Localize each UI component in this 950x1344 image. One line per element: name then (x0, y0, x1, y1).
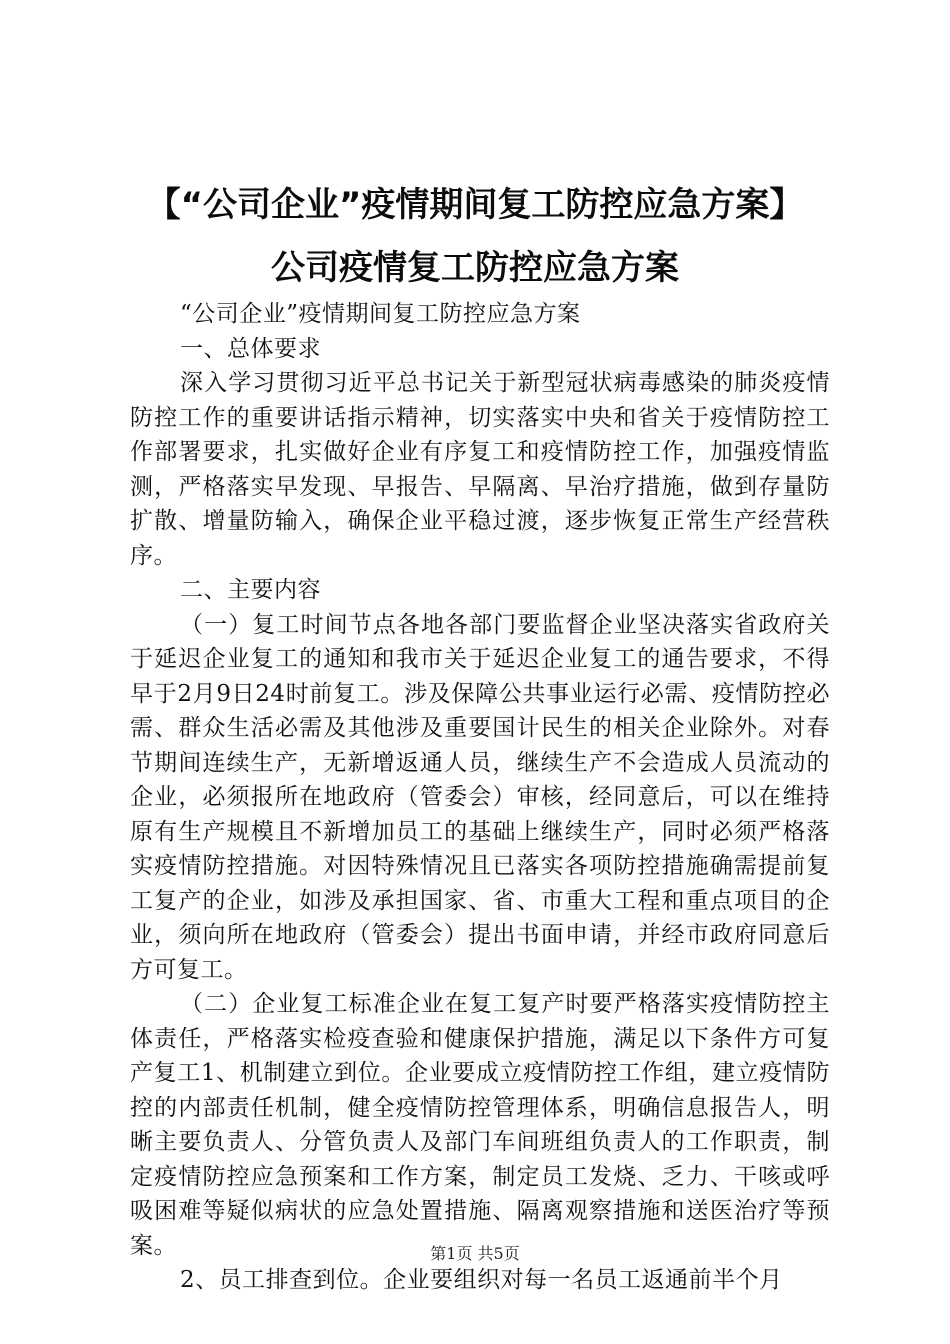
section-heading-main-content: 二、主要内容 (180, 577, 321, 603)
paragraph-resumption-time: （一）复工时间节点各地各部门要监督企业坚决落实省政府关于延迟企业复工的通知和我市关于延迟企业复工的通告要求，不得早于2月9日24时前复工。涉及保障公共事业运行必需、疫情防控必需、群众生活必需及其他涉及重要国计民生的相关企业除外。对春节期间连续生产，无新增返通人员，继续生产不会造成人员流动的企业，必须报所在地政府（管委会）审核，经同意后，可以在维持原有生产规模且不新增加员工的基础上继续生产，同时必须严格落实疫情防控措施。对因特殊情况且已落实各项防控措施确需提前复工复产的企业，如涉及承担国家、省、市重大工程和重点项目的企业，须向所在地政府（管委会）提出书面申请，并经市政府同意后方可复工。 (130, 611, 830, 983)
paragraph-resumption-standard: （二）企业复工标准企业在复工复产时要严格落实疫情防控主体责任，严格落实检疫查验和健康保护措施，满足以下条件方可复产复工1、机制建立到位。企业要成立疫情防控工作组，建立疫情防控的内部责任机制，健全疫情防控管理体系，明确信息报告人，明晰主要负责人、分管负责人及部门车间班组负责人的工作职责，制定疫情防控应急预案和工作方案，制定员工发烧、乏力、干咳或呼吸困难等疑似病状的应急处置措施、隔离观察措施和送医治疗等预案。 (130, 991, 830, 1259)
document-title-line1: 【“公司企业”疫情期间复工防控应急方案】 (146, 185, 804, 225)
paragraph-staff-screening: 2、员工排查到位。企业要组织对每一名员工返通前半个月 (180, 1267, 783, 1293)
page-footer: 第1页 共5页 (430, 1244, 520, 1263)
section-heading-general: 一、总体要求 (180, 335, 321, 362)
document-title-line2: 公司疫情复工防控应急方案 (271, 248, 679, 288)
paragraph-general-requirements: 深入学习贯彻习近平总书记关于新型冠状病毒感染的肺炎疫情防控工作的重要讲话指示精神，切实落实中央和省关于疫情防控工作部署要求，扎实做好企业有序复工和疫情防控工作，加强疫情监测，严格落实早发现、早报告、早隔离、早治疗措施，做到存量防扩散、增量防输入，确保企业平稳过渡，逐步恢复正常生产经营秩序。 (130, 370, 830, 569)
subtitle-paragraph: “公司企业”疫情期间复工防控应急方案 (180, 301, 581, 327)
document-body (130, 297, 830, 1298)
